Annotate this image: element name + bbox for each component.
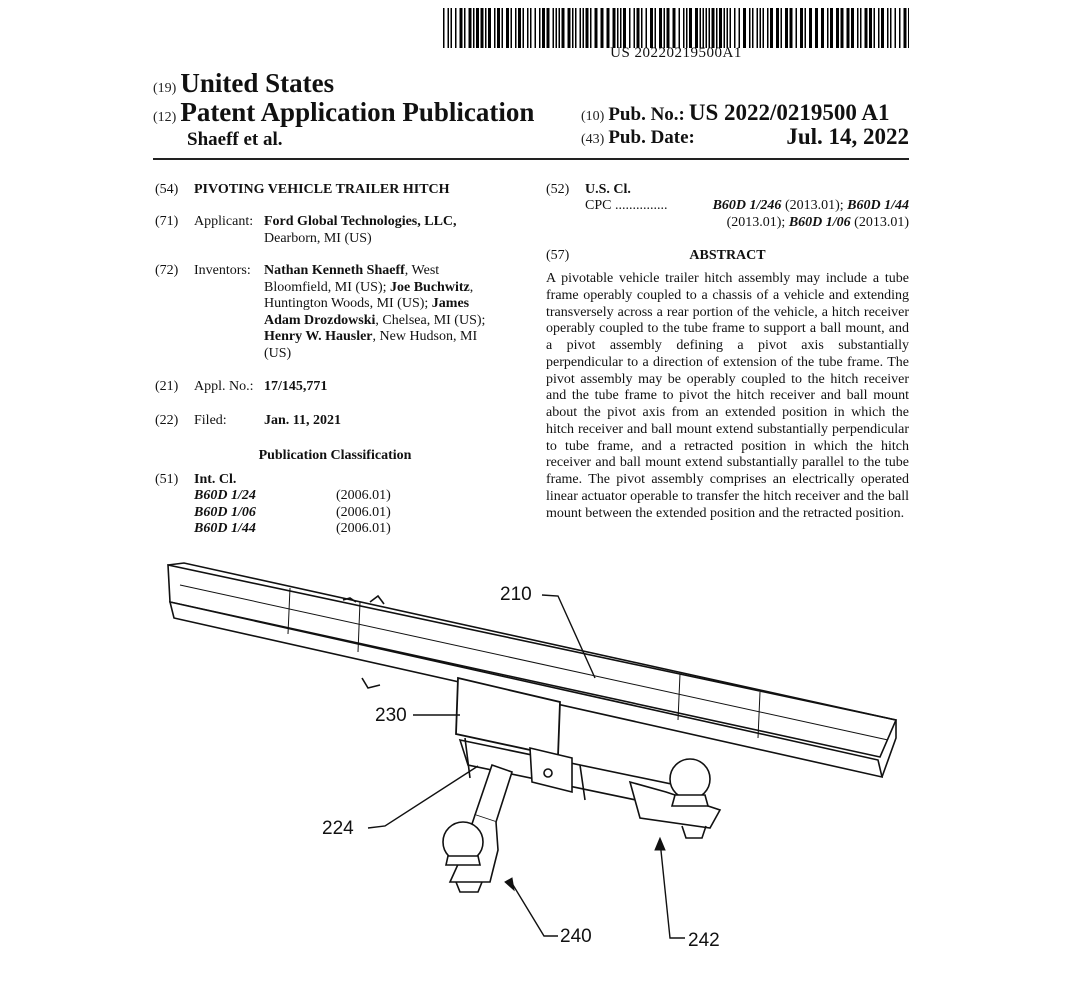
country: United States	[180, 68, 335, 98]
inventor-name: Joe Buchwitz	[390, 279, 470, 295]
cpc-class: B60D 1/246	[712, 198, 782, 213]
hitch-drawing	[160, 560, 910, 955]
uscl-label: U.S. Cl.	[585, 182, 631, 197]
inid-code: (54)	[155, 182, 179, 197]
pub-date-line	[581, 127, 695, 149]
inventor-name: Henry W. Hausler	[264, 329, 373, 344]
ref-label: 242	[688, 930, 720, 951]
doc-type-line	[153, 97, 534, 128]
inid-code: (52)	[546, 182, 570, 197]
inid-code: (19)	[153, 81, 177, 96]
cpc-version: (2013.01)	[850, 214, 909, 230]
appl-no-label: Appl. No.:	[194, 379, 254, 394]
inid-code: (71)	[155, 214, 179, 229]
pub-no-line	[581, 100, 890, 126]
applicant-name: Ford Global Technologies, LLC,	[264, 214, 457, 229]
cpc-class: B60D 1/06	[788, 214, 851, 230]
cpc-version: (2013.01);	[781, 198, 848, 213]
pub-class-heading: Publication Classification	[258, 448, 412, 463]
class-row	[194, 488, 424, 505]
inventor-location: , Chelsea, MI (US);	[375, 312, 486, 328]
class-list	[194, 488, 424, 538]
inventor-name: Nathan Kenneth Shaeff	[264, 263, 405, 278]
class-version: (2006.01)	[336, 521, 391, 536]
abstract-heading: ABSTRACT	[689, 248, 766, 263]
inventor-short: Shaeff et al.	[187, 129, 283, 150]
ref-label: 224	[322, 818, 354, 839]
applicant-block	[264, 214, 457, 247]
applicant-location: Dearborn, MI (US)	[264, 230, 372, 246]
inid-code: (43)	[581, 132, 605, 147]
inventor-name: James	[431, 296, 470, 311]
intcl-label: Int. Cl.	[194, 472, 237, 487]
inid-code: (10)	[581, 109, 605, 124]
comma: ,	[469, 279, 474, 295]
abstract-text: A pivotable vehicle trailer hitch assembly may include a tube frame operably coupled to a chassis of a vehicle and extending transversely across a rear portion of the vehicle, a hitch receiver operably coupled to the tube frame to support a ball mount, and a pivot assembly defining a pivot axis substantially perpendicular to a direction of extension of the tube frame. The pivot assembly may be operably coupled to the hitch receiver and the tube frame to pivot the hitch receiver and ball mount about the pivot axis from an extended position in which the hitch receiver and ball mount extend substantially perpendicular to tube frame, and a retracted position in which the hitch receiver and ball mount extend substantially parallel to the tube frame. The pivot assembly comprises an electrically operated linear actuator operable to transfer the hitch receiver and the ball mount between the extended position and the retracted position.	[546, 271, 909, 521]
inid-code: (12)	[153, 110, 177, 125]
inventors-label: Inventors:	[194, 263, 251, 278]
class-code: B60D 1/44	[194, 521, 256, 536]
inid-code: (51)	[155, 472, 179, 487]
ref-label: 240	[560, 926, 592, 947]
class-version: (2006.01)	[336, 504, 391, 520]
header-divider	[153, 158, 909, 160]
barcode	[443, 8, 909, 48]
cpc-dots: ...............	[614, 198, 668, 213]
inventor-location: , West	[404, 263, 440, 278]
appl-no: 17/145,771	[264, 379, 328, 394]
pub-no-label: Pub. No.:	[608, 104, 685, 125]
inid-code: (21)	[155, 379, 179, 394]
inid-code: (57)	[546, 248, 570, 263]
inventors-block	[264, 263, 514, 362]
inventor-location: (US)	[264, 345, 292, 361]
class-code: B60D 1/06	[194, 504, 256, 520]
cpc-label: CPC	[585, 198, 612, 213]
inventor-location: Bloomfield, MI (US);	[264, 279, 390, 295]
pub-date: Jul. 14, 2022	[786, 124, 909, 149]
pub-date-label: Pub. Date:	[608, 127, 695, 148]
inventor-name: Adam Drozdowski	[264, 312, 376, 328]
patent-title: PIVOTING VEHICLE TRAILER HITCH	[194, 182, 450, 197]
applicant-label: Applicant:	[194, 214, 254, 229]
class-row	[194, 505, 424, 522]
class-code: B60D 1/24	[194, 488, 256, 503]
country-line	[153, 68, 334, 99]
inid-code: (22)	[155, 413, 179, 428]
inventor-location: , New Hudson, MI	[372, 329, 478, 344]
ref-label: 210	[500, 584, 532, 605]
ref-label: 230	[375, 705, 407, 726]
class-version: (2006.01)	[336, 488, 391, 503]
filed-date: Jan. 11, 2021	[264, 413, 342, 428]
class-row	[194, 521, 424, 538]
doc-type: Patent Application Publication	[180, 97, 535, 127]
inventor-location: Huntington Woods, MI (US);	[264, 296, 432, 311]
cpc-block	[585, 198, 909, 231]
barcode-number: US 20220219500A1	[610, 45, 742, 61]
inid-code: (72)	[155, 263, 179, 278]
cpc-class: B60D 1/44	[847, 198, 909, 213]
cpc-version: (2013.01);	[726, 214, 789, 230]
filed-label: Filed:	[194, 413, 227, 428]
pub-no: US 2022/0219500 A1	[688, 100, 890, 125]
